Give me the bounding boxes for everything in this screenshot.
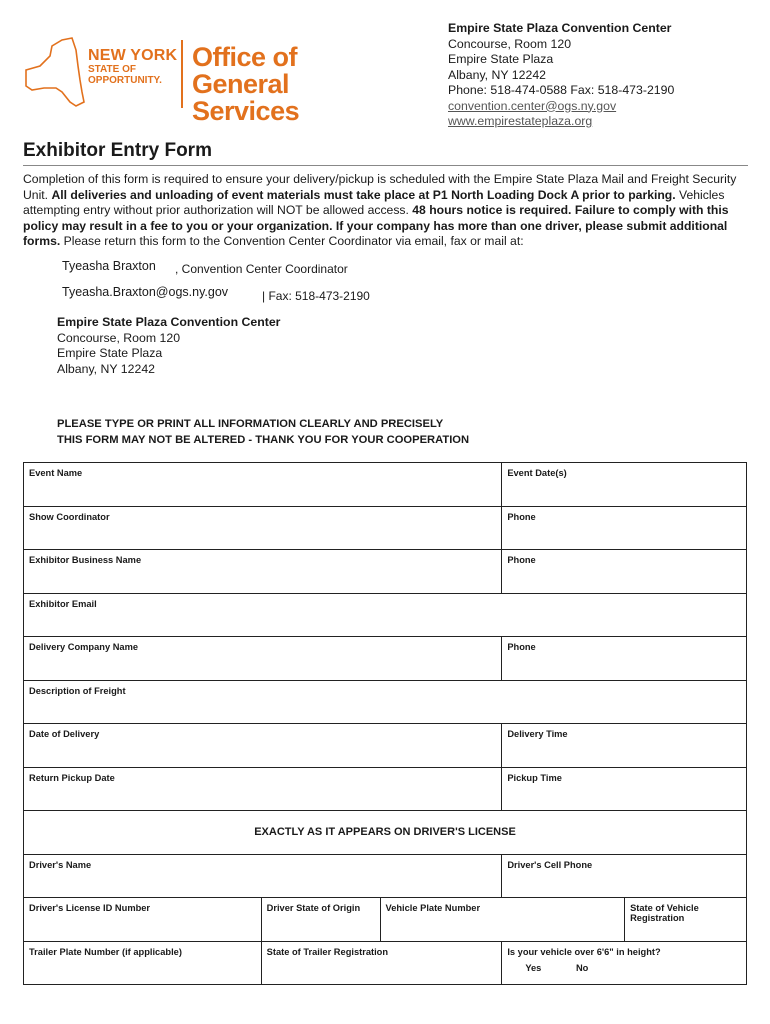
intro-text-5: Please return this form to the Convention Center Coordinator via email, fax or mail at: bbox=[60, 234, 524, 248]
notice bbox=[57, 416, 469, 448]
driver-name-field[interactable]: Driver's Name bbox=[24, 854, 502, 898]
ogs-logo bbox=[22, 36, 402, 126]
vehicle-height-question: Is your vehicle over 6'6" in height? bbox=[507, 946, 661, 957]
event-name-field[interactable]: Event Name bbox=[24, 463, 502, 507]
intro-paragraph bbox=[23, 172, 747, 250]
delivery-date-field[interactable]: Date of Delivery bbox=[24, 724, 502, 768]
driver-state-field[interactable]: Driver State of Origin bbox=[261, 898, 380, 942]
trailer-state-field[interactable]: State of Trailer Registration bbox=[261, 941, 502, 985]
pickup-time-field[interactable]: Pickup Time bbox=[502, 767, 747, 811]
exhibitor-phone-field[interactable]: Phone bbox=[502, 550, 747, 594]
coordinator-phone-field[interactable]: Phone bbox=[502, 506, 747, 550]
vehicle-height-field bbox=[502, 941, 747, 985]
address-line1: Concourse, Room 120 bbox=[448, 36, 572, 51]
form-row bbox=[24, 941, 747, 985]
form-row bbox=[24, 811, 747, 855]
coordinator-fax: | Fax: 518-473-2190 bbox=[262, 289, 370, 303]
address-name: Empire State Plaza Convention Center bbox=[448, 21, 672, 35]
form-row bbox=[24, 550, 747, 594]
form-row bbox=[24, 593, 747, 637]
form-row bbox=[24, 506, 747, 550]
exhibitor-email-field[interactable]: Exhibitor Email bbox=[24, 593, 747, 637]
intro-text-4: 48 hours notice is required. Failure to comply with this policy may result in a fee to you or your organization. If your company has more than one driver, please submit additional forms. bbox=[23, 203, 729, 248]
mail-line2: Empire State Plaza bbox=[57, 346, 163, 360]
ny-line1: NEW YORK bbox=[88, 47, 178, 64]
email-link[interactable]: convention.center@ogs.ny.gov bbox=[448, 98, 617, 113]
delivery-time-field[interactable]: Delivery Time bbox=[502, 724, 747, 768]
notice-line1: PLEASE TYPE OR PRINT ALL INFORMATION CLEARLY AND PRECISELY bbox=[57, 418, 444, 430]
ny-line3: OPPORTUNITY. bbox=[88, 75, 162, 86]
license-id-field[interactable]: Driver's License ID Number bbox=[24, 898, 262, 942]
mailing-address bbox=[57, 315, 280, 377]
form-row bbox=[24, 724, 747, 768]
form-row bbox=[24, 680, 747, 724]
mail-line1: Concourse, Room 120 bbox=[57, 330, 181, 345]
intro-text-1: Completion of this form is required to ensure your delivery/pickup is scheduled with the Empire State Plaza Mail and Freight Security Unit. bbox=[23, 172, 737, 202]
website-link[interactable]: www.empirestateplaza.org bbox=[448, 114, 593, 128]
address-line3: Albany, NY 12242 bbox=[448, 67, 546, 82]
coordinator-email[interactable]: Tyeasha.Braxton@ogs.ny.gov bbox=[62, 285, 229, 299]
logo-divider bbox=[181, 40, 183, 108]
coordinator-name: Tyeasha Braxton bbox=[62, 259, 156, 273]
vehicle-plate-field[interactable]: Vehicle Plate Number bbox=[380, 898, 625, 942]
form-row bbox=[24, 463, 747, 507]
ny-wordmark bbox=[88, 48, 177, 86]
show-coordinator-field[interactable]: Show Coordinator bbox=[24, 506, 502, 550]
mail-line3: Albany, NY 12242 bbox=[57, 361, 155, 376]
trailer-plate-field[interactable]: Trailer Plate Number (if applicable) bbox=[24, 941, 262, 985]
title-divider bbox=[23, 165, 748, 166]
height-no-option[interactable]: No bbox=[575, 962, 589, 973]
form-row bbox=[24, 854, 747, 898]
delivery-company-field[interactable]: Delivery Company Name bbox=[24, 637, 502, 681]
pickup-date-field[interactable]: Return Pickup Date bbox=[24, 767, 502, 811]
ny-state-outline-icon bbox=[22, 36, 86, 112]
event-dates-field[interactable]: Event Date(s) bbox=[502, 463, 747, 507]
entry-form-table bbox=[23, 462, 747, 985]
ny-line2: STATE OF bbox=[88, 64, 136, 75]
mail-name: Empire State Plaza Convention Center bbox=[57, 315, 281, 329]
page-title: Exhibitor Entry Form bbox=[23, 140, 212, 161]
intro-text-2: All deliveries and unloading of event materials must take place at P1 North Loading Dock A prior to parking. bbox=[51, 187, 676, 202]
header-address bbox=[448, 21, 674, 130]
notice-line2: THIS FORM MAY NOT BE ALTERED - THANK YOU FOR YOUR COOPERATION bbox=[57, 434, 470, 446]
delivery-phone-field[interactable]: Phone bbox=[502, 637, 747, 681]
vehicle-state-field[interactable]: State of Vehicle Registration bbox=[625, 898, 747, 942]
exhibitor-business-field[interactable]: Exhibitor Business Name bbox=[24, 550, 502, 594]
freight-description-field[interactable]: Description of Freight bbox=[24, 680, 747, 724]
height-yes-option[interactable]: Yes bbox=[525, 962, 542, 973]
license-section-header: EXACTLY AS IT APPEARS ON DRIVER'S LICENSE bbox=[24, 811, 747, 855]
form-row bbox=[24, 898, 747, 942]
height-options bbox=[525, 963, 741, 973]
driver-cell-field[interactable]: Driver's Cell Phone bbox=[502, 854, 747, 898]
coordinator-title: , Convention Center Coordinator bbox=[175, 262, 348, 276]
ogs-wordmark bbox=[192, 44, 402, 125]
intro-text-3: Vehicles attempting entry without prior authorization will NOT be allowed access. bbox=[23, 187, 725, 217]
form-row bbox=[24, 637, 747, 681]
form-row bbox=[24, 767, 747, 811]
address-phone: Phone: 518-474-0588 Fax: 518-473-2190 bbox=[448, 83, 675, 97]
address-line2: Empire State Plaza bbox=[448, 52, 554, 66]
ogs-line1: Office of bbox=[192, 42, 298, 72]
ogs-line2: General Services bbox=[192, 69, 300, 126]
